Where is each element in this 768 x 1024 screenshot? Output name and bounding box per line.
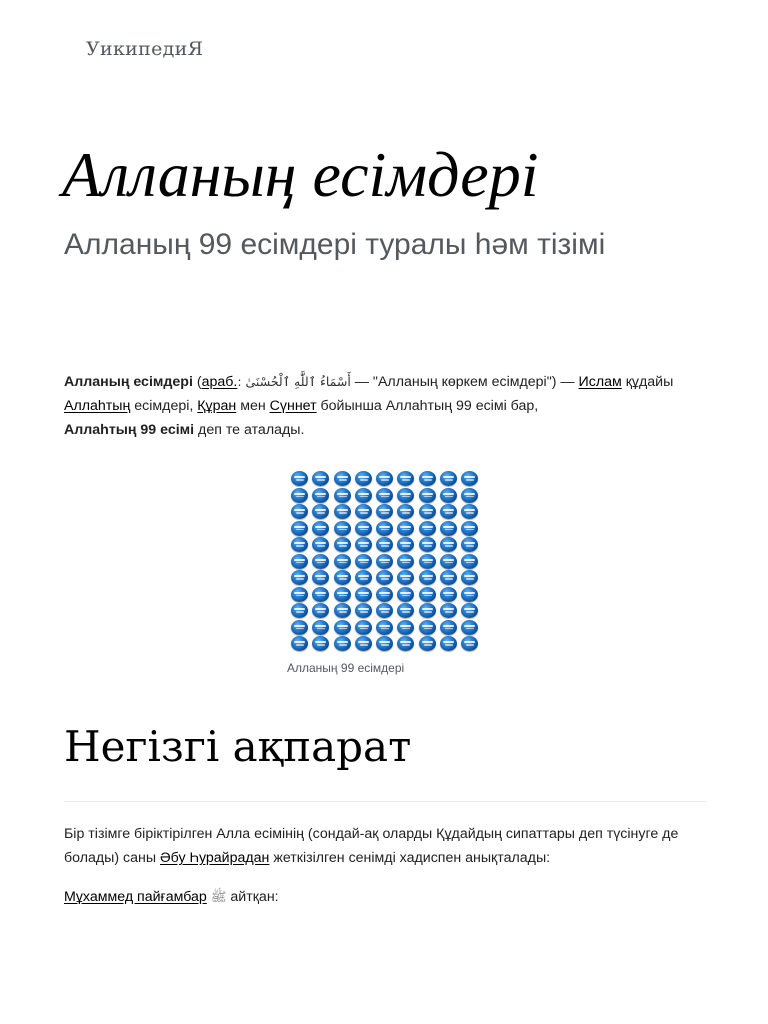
name-badge-icon bbox=[440, 603, 457, 618]
name-badge-icon bbox=[291, 488, 308, 503]
page-title: Алланың есімдері bbox=[62, 139, 539, 210]
name-badge-icon bbox=[419, 521, 436, 536]
prophet-muhammad-link[interactable]: Мұхаммед пайғамбар bbox=[64, 889, 207, 905]
name-badge-icon bbox=[376, 554, 393, 569]
name-badge-icon bbox=[461, 554, 478, 569]
name-badge-icon bbox=[291, 603, 308, 618]
name-badge-icon bbox=[397, 636, 414, 651]
abu-hurairah-link[interactable]: Әбу Һурайрадан bbox=[159, 850, 270, 866]
name-badge-icon bbox=[461, 620, 478, 635]
name-badge-icon bbox=[419, 554, 436, 569]
name-badge-icon bbox=[312, 554, 329, 569]
name-badge-icon bbox=[334, 587, 351, 602]
name-badge-icon bbox=[355, 603, 372, 618]
name-badge-icon bbox=[355, 620, 372, 635]
name-badge-icon bbox=[461, 471, 478, 486]
name-badge-icon bbox=[355, 587, 372, 602]
pbuh-icon: ﷺ bbox=[210, 890, 227, 905]
paragraph1-text-end: жеткізілген сенімді хадиспен анықталады: bbox=[269, 850, 551, 866]
name-badge-icon bbox=[397, 488, 414, 503]
name-badge-icon bbox=[291, 587, 308, 602]
name-badge-icon bbox=[397, 471, 414, 486]
name-badge-icon bbox=[397, 587, 414, 602]
section-heading: Негізгі ақпарат bbox=[64, 722, 412, 771]
name-badge-icon bbox=[440, 636, 457, 651]
name-badge-icon bbox=[355, 471, 372, 486]
name-badge-icon bbox=[355, 488, 372, 503]
name-badge-icon bbox=[312, 620, 329, 635]
name-badge-icon bbox=[291, 636, 308, 651]
name-badge-icon bbox=[334, 504, 351, 519]
intro-bold-term: Алланың есімдері bbox=[64, 374, 193, 390]
name-badge-icon bbox=[291, 570, 308, 585]
name-badge-icon bbox=[312, 471, 329, 486]
name-badge-icon bbox=[334, 521, 351, 536]
intro-translation: — "Алланың көркем есімдері") — bbox=[350, 374, 579, 390]
name-badge-icon bbox=[397, 521, 414, 536]
name-badge-icon bbox=[291, 620, 308, 635]
quran-link[interactable]: Құран bbox=[197, 398, 237, 414]
name-badge-icon bbox=[376, 636, 393, 651]
name-badge-icon bbox=[419, 620, 436, 635]
intro-line2-mid: есімдері, bbox=[130, 398, 198, 414]
name-badge-icon bbox=[440, 570, 457, 585]
allah-link[interactable]: Аллаһтың bbox=[64, 398, 131, 414]
arabic-language-link[interactable]: араб. bbox=[201, 374, 238, 390]
name-badge-icon bbox=[312, 504, 329, 519]
name-badge-icon bbox=[355, 636, 372, 651]
wordmark-text: УикипедиЯ bbox=[86, 38, 204, 60]
name-badge-icon bbox=[312, 636, 329, 651]
name-badge-icon bbox=[419, 570, 436, 585]
name-badge-icon bbox=[312, 570, 329, 585]
name-badge-icon bbox=[461, 603, 478, 618]
name-badge-icon bbox=[355, 504, 372, 519]
arabic-text: : أَسْمَاءُ ٱللَّٰهِ ٱلْحُسْنَىٰ bbox=[237, 374, 351, 389]
name-badge-icon bbox=[440, 587, 457, 602]
name-badge-icon bbox=[440, 620, 457, 635]
name-badge-icon bbox=[376, 521, 393, 536]
name-badge-icon bbox=[397, 554, 414, 569]
name-badge-icon bbox=[376, 471, 393, 486]
name-badge-icon bbox=[461, 537, 478, 552]
intro-paragraph bbox=[64, 370, 714, 442]
intro-line2-end: бойынша Аллаһтың 99 есімі бар, bbox=[316, 398, 539, 414]
figure-caption: Алланың 99 есімдері bbox=[287, 660, 405, 675]
paragraph-prophet bbox=[64, 885, 714, 910]
name-badge-icon bbox=[376, 488, 393, 503]
name-badge-icon bbox=[291, 504, 308, 519]
name-badge-icon bbox=[312, 603, 329, 618]
name-badge-icon bbox=[355, 537, 372, 552]
name-badge-icon bbox=[461, 636, 478, 651]
name-badge-icon bbox=[419, 603, 436, 618]
name-badge-icon bbox=[461, 504, 478, 519]
name-badge-icon bbox=[397, 620, 414, 635]
paragraph-basic-info bbox=[64, 822, 714, 870]
name-badge-icon bbox=[334, 537, 351, 552]
name-badge-icon bbox=[376, 570, 393, 585]
name-badge-icon bbox=[440, 488, 457, 503]
name-badge-icon bbox=[419, 587, 436, 602]
name-badge-icon bbox=[461, 521, 478, 536]
name-badge-icon bbox=[334, 636, 351, 651]
name-badge-icon bbox=[334, 471, 351, 486]
name-badge-icon bbox=[397, 537, 414, 552]
name-badge-icon bbox=[376, 620, 393, 635]
name-badge-icon bbox=[376, 504, 393, 519]
name-badge-icon bbox=[312, 488, 329, 503]
names-image[interactable] bbox=[287, 471, 481, 653]
name-badge-icon bbox=[334, 570, 351, 585]
name-badge-icon bbox=[419, 471, 436, 486]
name-badge-icon bbox=[376, 603, 393, 618]
name-badge-icon bbox=[440, 537, 457, 552]
name-badge-icon bbox=[397, 570, 414, 585]
paragraph1-text-start: Бір тізімге біріктірілген Алла есімінің (сондай-ақ оларды Құдайдың сипаттары деп түсінуге де болады) саны bbox=[64, 826, 679, 866]
name-badge-icon bbox=[355, 554, 372, 569]
intro-line2-start: құдайы bbox=[621, 374, 674, 390]
sunnah-link[interactable]: Сүннет bbox=[269, 398, 317, 414]
name-badge-icon bbox=[461, 570, 478, 585]
name-badge-icon bbox=[440, 521, 457, 536]
name-badge-icon bbox=[397, 603, 414, 618]
name-badge-icon bbox=[334, 603, 351, 618]
name-badge-icon bbox=[440, 471, 457, 486]
paragraph2-text-end: айтқан: bbox=[226, 889, 279, 905]
name-badge-icon bbox=[376, 587, 393, 602]
name-badge-icon bbox=[419, 504, 436, 519]
name-badge-icon bbox=[461, 587, 478, 602]
intro-ending: деп те аталады. bbox=[194, 422, 305, 438]
section-divider bbox=[64, 801, 706, 802]
names-figure bbox=[287, 471, 487, 675]
name-badge-icon bbox=[291, 554, 308, 569]
name-badge-icon bbox=[461, 488, 478, 503]
name-badge-icon bbox=[440, 554, 457, 569]
name-badge-icon bbox=[397, 504, 414, 519]
intro-bold-term-2: Аллаһтың 99 есімі bbox=[64, 422, 195, 438]
name-badge-icon bbox=[291, 521, 308, 536]
intro-paren: ( bbox=[192, 374, 202, 390]
name-badge-icon bbox=[291, 471, 308, 486]
name-badge-icon bbox=[355, 570, 372, 585]
site-wordmark[interactable] bbox=[86, 38, 203, 60]
name-badge-icon bbox=[419, 537, 436, 552]
name-badge-icon bbox=[334, 620, 351, 635]
name-badge-icon bbox=[419, 488, 436, 503]
name-badge-icon bbox=[376, 537, 393, 552]
name-badge-icon bbox=[419, 636, 436, 651]
name-badge-icon bbox=[355, 521, 372, 536]
name-badge-icon bbox=[312, 521, 329, 536]
name-badge-icon bbox=[291, 537, 308, 552]
name-badge-icon bbox=[334, 488, 351, 503]
name-badge-icon bbox=[312, 587, 329, 602]
islam-link[interactable]: Ислам bbox=[578, 374, 622, 390]
name-badge-icon bbox=[334, 554, 351, 569]
name-badge-icon bbox=[440, 504, 457, 519]
name-badge-icon bbox=[312, 537, 329, 552]
intro-and: мен bbox=[236, 398, 270, 414]
page-subtitle: Алланың 99 есімдері туралы һәм тізімі bbox=[64, 228, 606, 261]
